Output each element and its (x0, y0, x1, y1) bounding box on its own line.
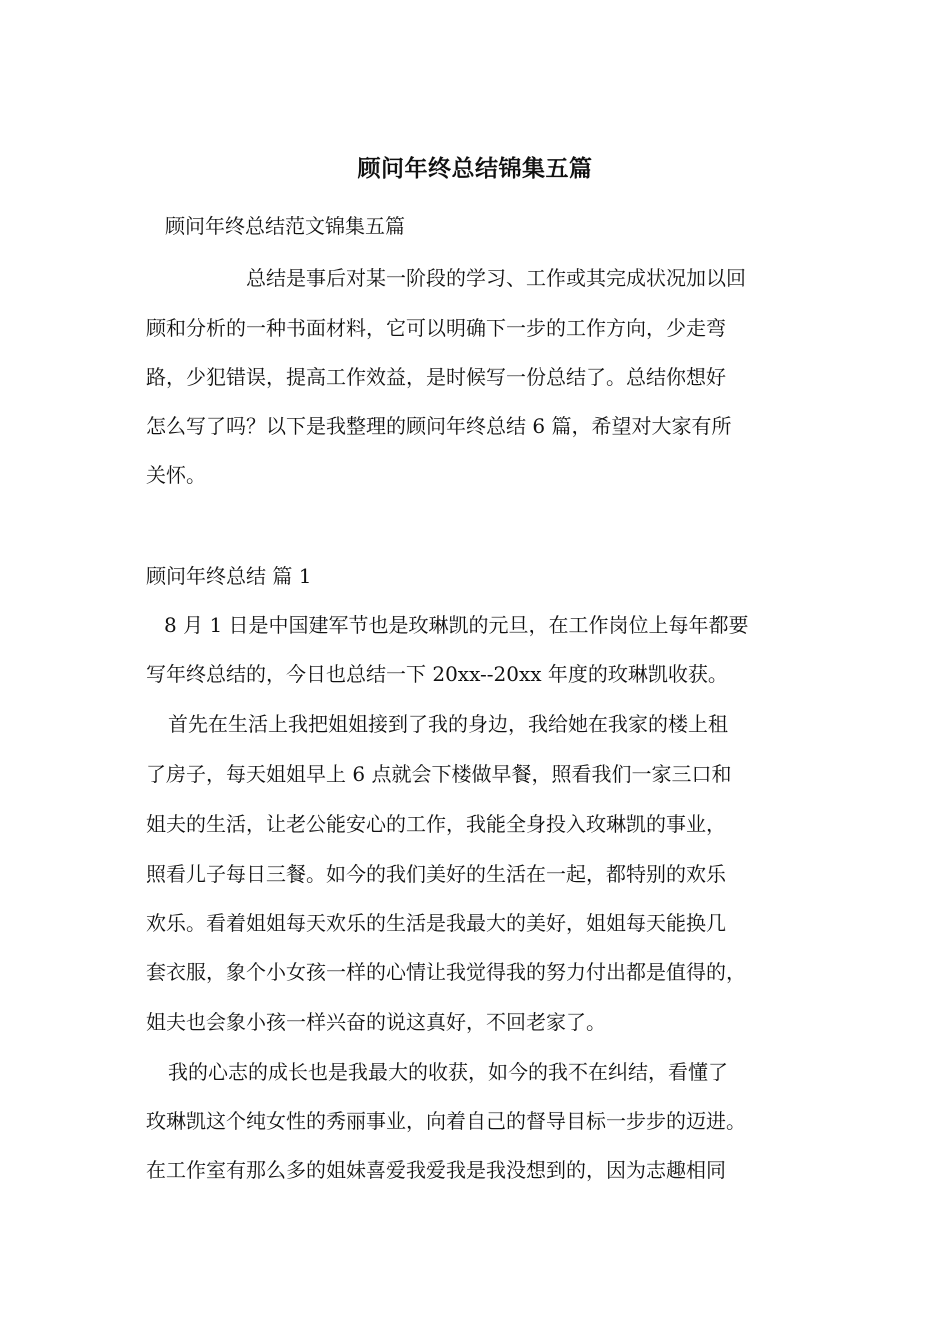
paragraph3-line-2: 玫琳凯这个纯女性的秀丽事业，向着自己的督导目标一步步的迈进。 (146, 1109, 746, 1133)
paragraph2-line-2: 了房子，每天姐姐早上 6 点就会下楼做早餐，照看我们一家三口和 (146, 762, 732, 786)
paragraph2-line-7: 姐夫也会象小孩一样兴奋的说这真好，不回老家了。 (146, 1010, 606, 1034)
paragraph2-line-1: 首先在生活上我把姐姐接到了我的身边，我给她在我家的楼上租 (168, 712, 728, 736)
paragraph3-line-1: 我的心志的成长也是我最大的收获，如今的我不在纠结，看懂了 (168, 1060, 728, 1084)
paragraph2-line-5: 欢乐。看着姐姐每天欢乐的生活是我最大的美好，姐姐每天能换几 (146, 911, 726, 935)
paragraph2-line-4: 照看儿子每日三餐。如今的我们美好的生活在一起，都特别的欢乐 (146, 862, 726, 886)
paragraph2-line-6: 套衣服，象个小女孩一样的心情让我觉得我的努力付出都是值得的， (146, 960, 746, 984)
intro-line-1: 总结是事后对某一阶段的学习、工作或其完成状况加以回 (246, 266, 746, 290)
document-title: 顾问年终总结锦集五篇 (357, 155, 593, 182)
document-subtitle: 顾问年终总结范文锦集五篇 (165, 214, 405, 238)
intro-line-3: 路，少犯错误，提高工作效益，是时候写一份总结了。总结你想好 (146, 365, 726, 389)
paragraph3-line-3: 在工作室有那么多的姐妹喜爱我爱我是我没想到的，因为志趣相同 (146, 1158, 726, 1182)
intro-line-2: 顾和分析的一种书面材料，它可以明确下一步的工作方向，少走弯 (146, 316, 726, 340)
intro-line-4: 怎么写了吗？以下是我整理的顾问年终总结 6 篇，希望对大家有所 (146, 414, 732, 438)
paragraph2-line-3: 姐夫的生活，让老公能安心的工作，我能全身投入玫琳凯的事业， (146, 812, 726, 836)
intro-line-5: 关怀。 (146, 463, 206, 487)
paragraph1-line-2: 写年终总结的，今日也总结一下 20xx--20xx 年度的玫琳凯收获。 (146, 662, 728, 686)
paragraph1-line-1: 8 月 1 日是中国建军节也是玫琳凯的元旦，在工作岗位上每年都要 (164, 613, 749, 637)
section-heading: 顾问年终总结 篇 1 (146, 564, 312, 588)
